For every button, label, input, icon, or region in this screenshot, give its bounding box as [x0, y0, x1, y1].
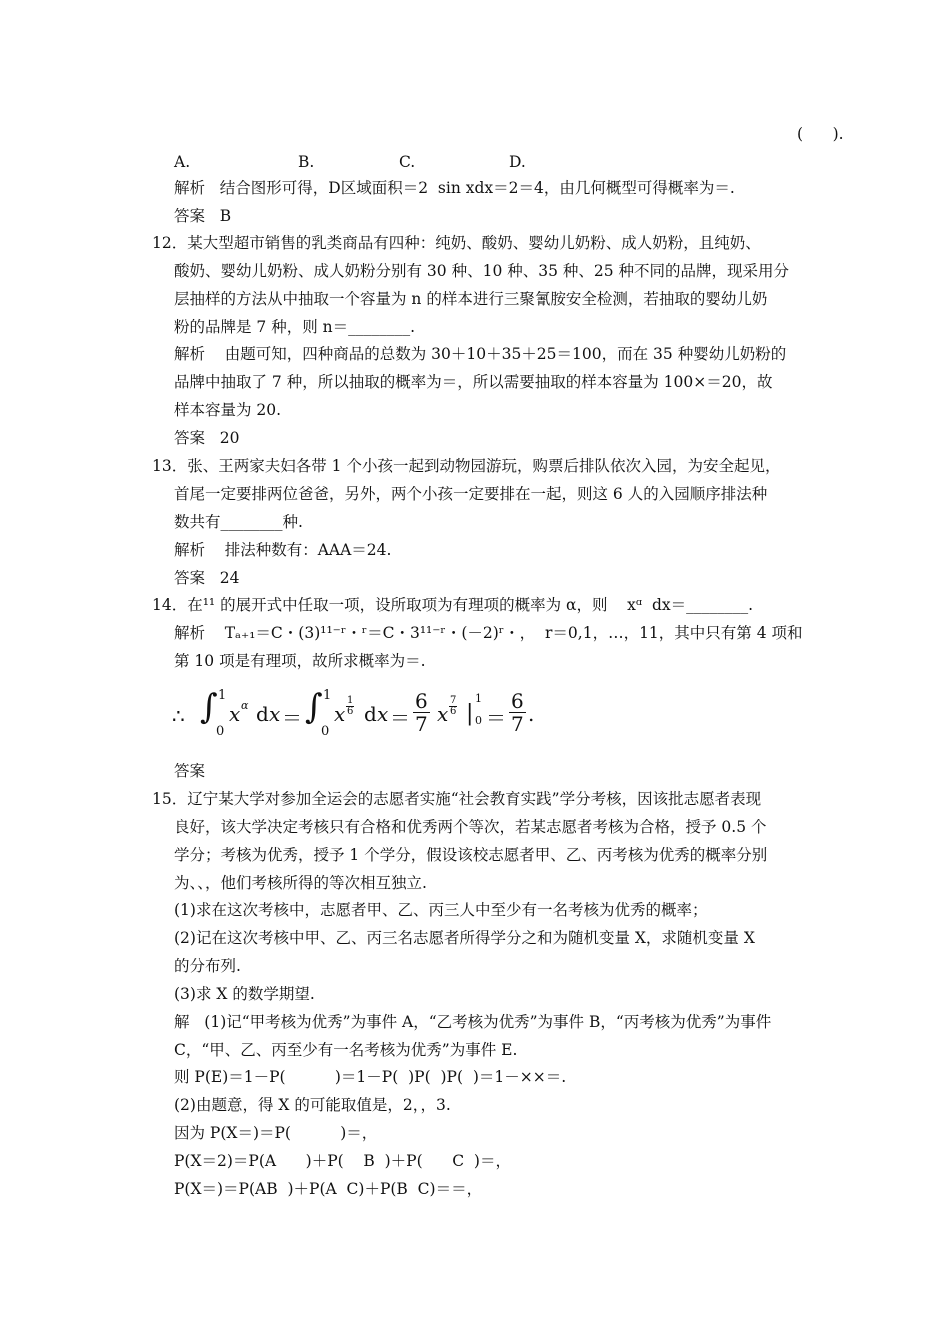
upper-limit-1: 1 [218, 688, 227, 703]
formula-period: . [528, 702, 535, 726]
var-x-2: x [269, 702, 281, 726]
answer-12: 答案 20 [174, 429, 240, 447]
solution-12-line-3: 样本容量为 20. [174, 401, 282, 419]
eval-bar: | [466, 701, 474, 726]
solution-15-line-4: (2)由题意，得 X 的可能取值是，2，，3. [174, 1096, 451, 1114]
solution-15-line-5: 因为 P(X＝)＝P( )＝， [174, 1124, 378, 1142]
fraction-1-den: 7 [415, 712, 428, 736]
var-x-3: x [334, 702, 346, 726]
option-a: A. [174, 153, 191, 171]
lower-limit-1: 0 [216, 724, 225, 739]
equals-1: ＝ [282, 706, 302, 730]
question-12-line-1: 12．某大型超市销售的乳类商品有四种：纯奶、酸奶、婴幼儿奶粉、成人奶粉，且纯奶、 [152, 234, 761, 252]
question-13-line-2: 首尾一定要排两位爸爸，另外，两个小孩一定要排在一起，则这 6 人的入园顺序排法种 [174, 485, 768, 503]
therefore-symbol: ∴ [172, 704, 185, 728]
solution-14-line-1: 解析 Tₐ₊₁＝C・(3)¹¹⁻ʳ・ʳ＝C・3¹¹⁻ʳ・(－2)ʳ・， r＝0,1，…，11，其中只有第 4 项和 [174, 624, 803, 642]
lower-limit-2: 0 [321, 724, 330, 739]
question-14: 14．在¹¹ 的展开式中任取一项，设所取项为有理项的概率为 α，则 xᵅ dx＝________. [152, 596, 754, 614]
exponent-seven-sixths [449, 696, 457, 717]
question-15-line-2: 良好，该大学决定考核只有合格和优秀两个等次，若某志愿者考核为合格，授予 0.5 个 [174, 818, 767, 836]
answer-13: 答案 24 [174, 569, 240, 587]
var-x-5: x [437, 702, 449, 726]
question-12-line-3: 层抽样的方法从中抽取一个容量为 n 的样本进行三聚氰胺安全检测，若抽取的婴幼儿奶 [174, 290, 768, 308]
question-15-line-3: 学分；考核为优秀，授予 1 个学分，假设该校志愿者甲、乙、丙考核为优秀的概率分别 [174, 846, 768, 864]
diff-d-2: d [364, 702, 377, 726]
question-13-line-1: 13．张、王两家夫妇各带 1 个小孩一起到动物园游玩，购票后排队依次入园，为安全起见， [152, 457, 781, 475]
question-12-line-2: 酸奶、婴幼儿奶粉、成人奶粉分别有 30 种、10 种、35 种、25 种不同的品牌，现采用分 [174, 262, 790, 280]
eval-upper: 1 [475, 692, 482, 705]
exponent-one-sixth-den: 6 [347, 706, 354, 717]
solution-13: 解析 排法种数有：AAA＝24. [174, 541, 392, 559]
var-x-1: x [229, 702, 241, 726]
question-12-line-4: 粉的品牌是 7 种，则 n＝________. [174, 318, 416, 336]
option-c: C. [399, 153, 416, 171]
question-15-part-1: (1)求在这次考核中，志愿者甲、乙、丙三人中至少有一名考核为优秀的概率； [174, 901, 708, 919]
solution-15-line-6: P(X＝2)＝P(A )＋P( B )＋P( C )＝， [174, 1152, 511, 1170]
integral-sign-2: ∫ [305, 687, 323, 727]
equals-2: ＝ [390, 706, 410, 730]
eval-lower: 0 [475, 714, 482, 727]
answer-14: 答案 [174, 762, 206, 780]
question-15-line-4: 为、、，他们考核所得的等次相互独立. [174, 874, 427, 892]
solution-15-line-1: 解 (1)记“甲考核为优秀”为事件 A，“乙考核为优秀”为事件 B，“丙考核为优秀”为事件 [174, 1013, 772, 1031]
solution-15-line-7: P(X＝)＝P(AB )＋P(A C)＋P(B C)＝＝， [174, 1180, 483, 1198]
diff-d-1: d [256, 702, 269, 726]
fraction-2-num: 6 [511, 689, 524, 713]
solution-12-line-1: 解析 由题可知，四种商品的总数为 30＋10＋35＋25＝100，而在 35 种婴幼儿奶粉的 [174, 345, 787, 363]
option-b: B. [298, 153, 315, 171]
solution-15-line-3: 则 P(E)＝1－P( )＝1－P( )P( )P( )＝1－××＝. [174, 1068, 567, 1086]
upper-limit-2: 1 [323, 688, 332, 703]
equals-3: ＝ [486, 706, 506, 730]
question-15-part-2b: 的分布列. [174, 957, 241, 975]
fraction-six-sevenths-1 [413, 690, 430, 735]
question-13-line-3: 数共有________种. [174, 513, 303, 531]
answer-paren: ( ). [797, 125, 844, 143]
solution-14-line-2: 第 10 项是有理项，故所求概率为＝. [174, 652, 426, 670]
exponent-one-sixth-num: 1 [347, 695, 354, 706]
fraction-1-num: 6 [415, 689, 428, 713]
solution-11: 解析 结合图形可得，D区域面积＝2 sin xdx＝2＝4，由几何概型可得概率为＝. [174, 179, 735, 197]
answer-11: 答案 B [174, 207, 232, 225]
var-x-4: x [377, 702, 389, 726]
question-15-part-2a: (2)记在这次考核中甲、乙、丙三名志愿者所得学分之和为随机变量 X，求随机变量 X [174, 929, 755, 947]
fraction-six-sevenths-2 [509, 690, 526, 735]
question-15-line-1: 15．辽宁某大学对参加全运会的志愿者实施“社会教育实践”学分考核，因该批志愿者表现 [152, 790, 762, 808]
solution-15-line-2: C，“甲、乙、丙至少有一名考核为优秀”为事件 E. [174, 1041, 518, 1059]
exponent-seven-sixths-den: 6 [450, 706, 457, 717]
fraction-2-den: 7 [511, 712, 524, 736]
exponent-one-sixth [346, 696, 354, 717]
exponent-seven-sixths-num: 7 [450, 695, 457, 706]
question-15-part-3: (3)求 X 的数学期望. [174, 985, 315, 1003]
integral-sign-1: ∫ [200, 687, 218, 727]
solution-12-line-2: 品牌中抽取了 7 种，所以抽取的概率为＝，所以需要抽取的样本容量为 100×＝20，故 [174, 373, 773, 391]
option-d: D. [509, 153, 526, 171]
exponent-alpha: α [241, 699, 249, 712]
